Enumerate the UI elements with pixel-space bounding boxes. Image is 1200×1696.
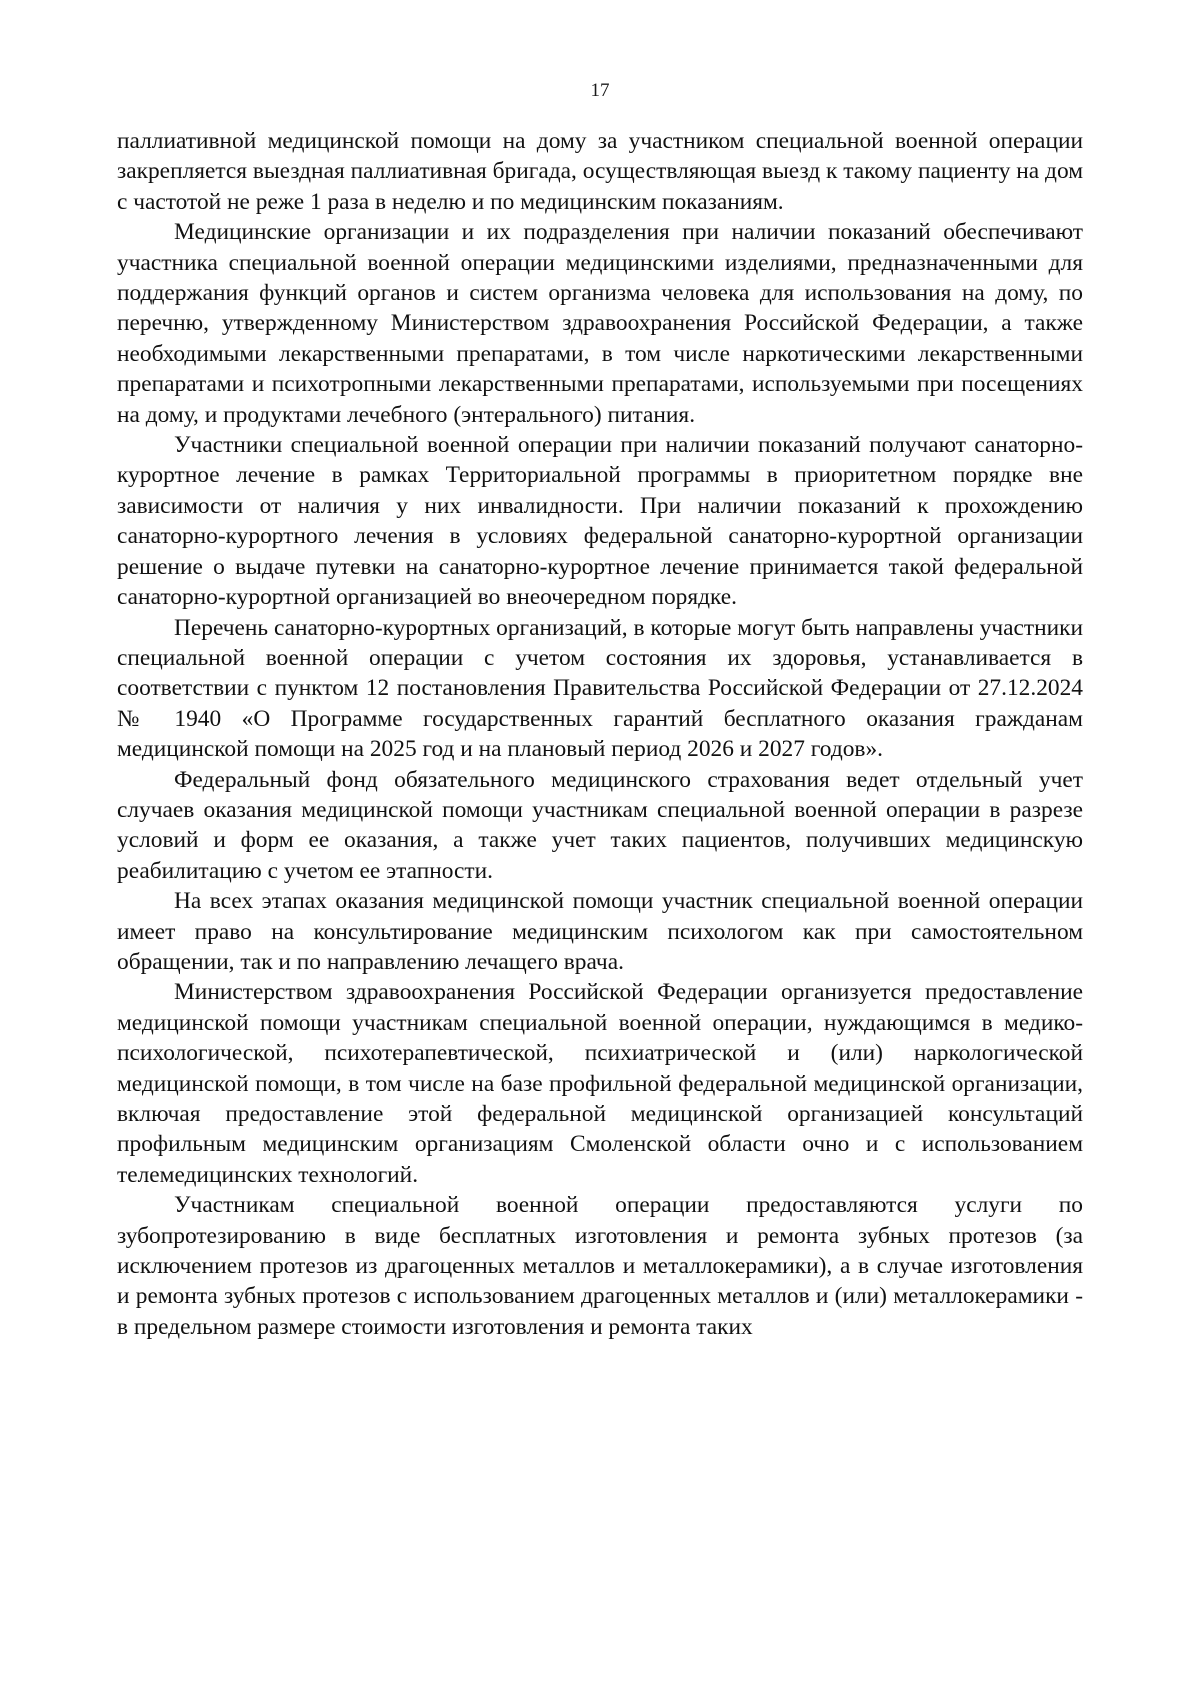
page-number: 17 [590, 80, 610, 101]
paragraph-ministry-care: Министерством здравоохранения Российской Федерации организуется предоставление медицинской помощи участникам специальной военной операции, нуждающимся в медико-психологической, психотерапевтической, психиатрической и (или) наркологической медицинской помощи, в том числе на базе профильной федеральной медицинской организации, включая предоставление этой федеральной медицинской организацией консультаций профильным медицинским организациям Смоленской области очно и с использованием телемедицинских технологий. [117, 979, 1083, 1188]
document-body [117, 126, 1083, 1342]
paragraph-insurance-fund: Федеральный фонд обязательного медицинского страхования ведет отдельный учет случаев оказания медицинской помощи участникам специальной военной операции в разрезе условий и форм ее оказания, а также учет таких пациентов, получивших медицинскую реабилитацию с учетом ее этапности. [117, 766, 1083, 884]
paragraph-medical-devices: Медицинские организации и их подразделения при наличии показаний обеспечивают участника специальной военной операции медицинскими изделиями, предназначенными для поддержания функций органов и систем организма человека для использования на дому, по перечню, утвержденному Министерством здравоохранения Российской Федерации, а также необходимыми лекарственными препаратами, в том числе наркотическими лекарственными препаратами и психотропными лекарственными препаратами, используемыми при посещениях на дому, и продуктами лечебного (энтерального) питания. [117, 219, 1083, 428]
paragraph-sanatorium-list: Перечень санаторно-курортных организаций, в которые могут быть направлены участники специальной военной операции с учетом состояния их здоровья, устанавливается в соответствии с пунктом 12 постановления Правительства Российской Федерации от 27.12.2024 № 1940 «О Программе государственных гарантий бесплатного оказания гражданам медицинской помощи на 2025 год и на плановый период 2026 и 2027 годов». [117, 614, 1083, 763]
paragraph-dental-prosthetics: Участникам специальной военной операции предоставляются услуги по зубопротезированию в виде бесплатных изготовления и ремонта зубных протезов (за исключением протезов из драгоценных металлов и металлокерамики), а в случае изготовления и ремонта зубных протезов с использованием драгоценных металлов и (или) металлокерамики - в предельном размере стоимости изготовления и ремонта таких [117, 1192, 1083, 1340]
paragraph-sanatorium-treatment: Участники специальной военной операции при наличии показаний получают санаторно-курортное лечение в рамках Территориальной программы в приоритетном порядке вне зависимости от наличия у них инвалидности. При наличии показаний к прохождению санаторно-курортного лечения в условиях федеральной санаторно-курортной организации решение о выдаче путевки на санаторно-курортное лечение принимается такой федеральной санаторно-курортной организацией во внеочередном порядке. [117, 432, 1083, 611]
paragraph-psychologist: На всех этапах оказания медицинской помощи участник специальной военной операции имеет право на консультирование медицинским психологом как при самостоятельном обращении, так и по направлению лечащего врача. [117, 888, 1083, 975]
paragraph-palliative-brigade: паллиативной медицинской помощи на дому за участником специальной военной операции закрепляется выездная паллиативная бригада, осуществляющая выезд к такому пациенту на дом с частотой не реже 1 раза в неделю и по медицинским показаниям. [117, 128, 1083, 215]
